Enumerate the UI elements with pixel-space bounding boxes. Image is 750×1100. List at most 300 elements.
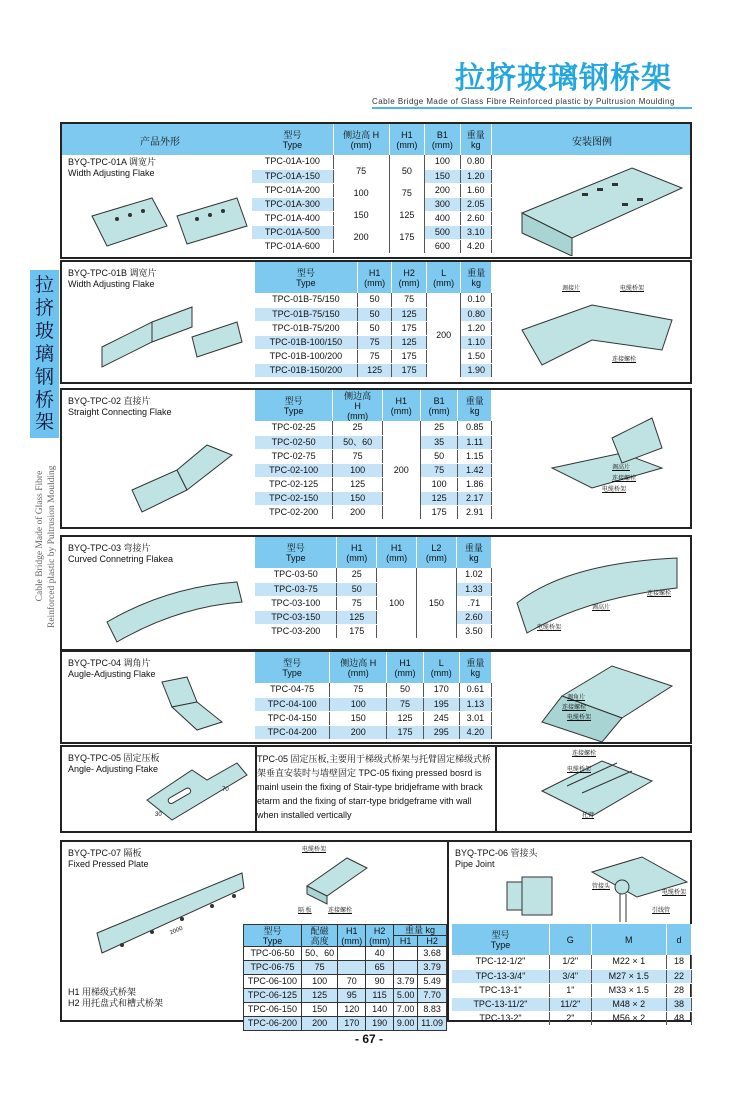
table-row [255,596,492,610]
table-cell: 125 [337,610,377,624]
section-tpc-01b [60,260,692,384]
table-cell: TPC-04-150 [255,711,330,725]
table-cell: 245 [423,711,459,725]
table-row [255,725,492,739]
column-header: L (mm) [423,652,459,683]
diagram-label: 连接螺栓 [328,908,353,914]
merged-value: 150 [353,209,369,220]
install-drawing [512,408,682,518]
diagram-label: 电缆桥架 [302,847,327,853]
table-cell: 65 [366,961,394,975]
title-underline [372,107,692,109]
table-cell: 7.00 [394,1003,418,1017]
table-cell: 150 [333,491,383,505]
table-cell [394,961,418,975]
table-row [255,293,492,307]
table-cell: 70 [338,975,366,989]
column-header: H2 [418,936,447,947]
column-header: 型号 Type [255,390,333,421]
table-cell: 25 [333,421,383,435]
table-cell: M56 × 2 [591,1011,666,1025]
column-header: G [549,924,591,955]
table-cell: 75 [387,697,423,711]
notes [68,987,163,1009]
side-char: 璃 [34,342,54,365]
section-tpc-07-06 [60,840,692,1028]
table-cell: 2.17 [458,491,492,505]
table-cell: TPC-04-100 [255,697,330,711]
table-cell: 7.70 [418,989,447,1003]
table-row [255,491,492,505]
diagram-label: 连接螺栓 [572,751,597,757]
table-cell: 28 [666,983,691,997]
table-row [255,610,492,624]
flake-drawing [142,672,252,742]
table-cell: 100 [425,155,460,169]
table-cell: 3.50 [456,624,491,638]
table-cell: TPC-01A-600 [252,239,333,253]
column-header: d [666,924,691,955]
column-header: H2 (mm) [392,262,427,293]
table-cell: TPC-01B-150/200 [255,363,357,377]
side-char: 架 [34,411,54,434]
install-drawing [512,280,682,375]
column-header: H1 (mm) [338,925,366,947]
table-cell: TPC-02-25 [255,421,333,435]
section-tpc-04 [60,650,692,744]
table-cell: 2.60 [456,610,491,624]
diagram-label: 调高片 [612,465,631,471]
table-cell [338,961,366,975]
table-cell: 3/4" [549,969,591,983]
table-cell: 5.00 [394,989,418,1003]
column-header: M [591,924,666,955]
page-title: 拉挤玻璃钢桥架 [455,61,672,96]
table-cell: 50、60 [301,947,337,961]
column-header: 侧边高 H (mm) [333,390,383,421]
page-number: - 67 - [355,1032,384,1046]
diagram-label: 电缆桥架 [620,286,645,292]
table-cell: TPC-12-1/2" [452,955,549,969]
column-header: H1 [394,936,418,947]
table-cell: 175 [392,349,427,363]
table-row [452,955,692,969]
merged-value: 50 [401,165,412,176]
table-cell: 175 [420,505,458,519]
table-cell: 1.11 [458,435,492,449]
merged-cell [426,293,461,377]
table-cell: 2.60 [460,211,491,225]
table-cell: TPC-01B-75/150 [255,307,357,321]
table-cell: 50 [357,307,392,321]
side-char: 挤 [34,297,54,320]
table-cell: 140 [366,1003,394,1017]
section-tpc-02 [60,388,692,529]
table-cell: 35 [420,435,458,449]
table-header-row [452,924,692,955]
table-header-row [252,124,492,155]
diagram-label: 管接头 [592,884,611,890]
table-cell: TPC-03-100 [255,596,337,610]
table-cell: TPC-01A-500 [252,225,333,239]
table-cell: 170 [338,1017,366,1031]
table-cell: 75 [301,961,337,975]
column-header: H1 (mm) [337,537,377,568]
diagram-label: 引线管 [652,908,671,914]
dim-label: 70 [222,787,229,793]
table-cell: TPC-02-125 [255,477,333,491]
table-cell: TPC-04-200 [255,725,330,739]
column-header: B1 (mm) [425,124,460,155]
column-header: 型号 Type [255,537,337,568]
table-header-row [244,925,447,936]
column-header: L (mm) [426,262,461,293]
pressed-plate-drawing [82,868,252,968]
table-row [244,947,447,961]
table-cell: 9.00 [394,1017,418,1031]
side-char: 钢 [34,365,54,388]
table-cell: TPC-13-3/4" [452,969,549,983]
column-header: 型号 Type [252,124,333,155]
table-cell: TPC-06-75 [244,961,302,975]
table-cell: 25 [420,421,458,435]
dim-label: 30 [155,812,162,818]
merged-value: 200 [393,464,409,475]
merged-value: 200 [353,231,369,242]
table-cell: 175 [392,363,427,377]
merged-cell [333,155,389,253]
table-cell: 1.60 [460,183,491,197]
table-cell: 75 [392,293,427,307]
column-header: H1 (mm) [357,262,392,293]
table-cell: TPC-01A-400 [252,211,333,225]
table-cell: 22 [666,969,691,983]
side-char: 拉 [34,274,54,297]
table-cell: TPC-03-150 [255,610,337,624]
product-label: BYQ-TPC-04 调角片 Augle-Adjusting Flake [68,658,156,679]
product-label: BYQ-TPC-03 弯接片 Curved Connetring Flakea [68,543,174,564]
table-cell: 115 [366,989,394,1003]
table-cell: 25 [337,568,377,582]
table-cell: 75 [357,335,392,349]
col-header-shape: 产品外形 [140,137,180,148]
table-header-row [255,652,492,683]
table-cell: 600 [425,239,460,253]
column-header: 重量 kg [459,652,491,683]
merged-value: 75 [356,165,367,176]
column-header-group: 重量 kg [394,925,447,936]
table-cell: 8.83 [418,1003,447,1017]
diagram-label: 调接片 [562,286,581,292]
spec-table [255,390,492,520]
table-cell: TPC-01A-200 [252,183,333,197]
table-cell: 3.10 [460,225,491,239]
table-cell: 100 [420,477,458,491]
table-row [452,983,692,997]
spec-table [252,124,492,254]
table-row [255,697,492,711]
side-char: 玻 [34,320,54,343]
table-cell: TPC-01B-75/200 [255,321,357,335]
table-cell: 150 [301,1003,337,1017]
table-cell: TPC-01B-100/200 [255,349,357,363]
flake-drawing [122,430,252,520]
column-header: H1 (mm) [377,537,417,568]
table-cell: TPC-01A-100 [252,155,333,169]
product-label: BYQ-TPC-01A 调宽片 Width Adjusting Flake [68,157,157,178]
table-cell: 1.90 [461,363,492,377]
table-cell: 1.13 [459,697,491,711]
table-cell: 0.85 [458,421,492,435]
table-cell: 295 [423,725,459,739]
column-header: H1 (mm) [387,652,423,683]
column-header: L2 (mm) [416,537,456,568]
product-description: TPC-05 固定压板,主要用于梯级式桥架与托臂固定梯级式桥架垂直安装时与墙壁固定 TPC-05 fixing pressed bosrd is mainl usein the fixing of Stair-type bridjeframe with brack etarm and the fixing of starr-type bridgeframe vith wall when installed vertically [257,754,492,820]
spec-table [243,924,447,1031]
table-header-row [255,262,492,293]
table-cell: 1.42 [458,463,492,477]
table-row [255,477,492,491]
table-cell: 0.61 [459,683,491,697]
table-cell: TPC-01B-75/150 [255,293,357,307]
column-header: 型号 Type [244,925,302,947]
table-row [255,683,492,697]
diagram-label: 调角片 [567,695,586,701]
table-cell: 400 [425,211,460,225]
column-header: 重量 kg [460,124,491,155]
divider [495,747,497,831]
table-row [255,711,492,725]
table-cell: 200 [330,725,387,739]
note: H2 用托盘式和槽式桥架 [68,998,164,1008]
dim-label: 2000 [169,925,184,937]
table-cell: 200 [333,505,383,519]
table-cell: 1" [549,983,591,997]
table-cell: 50、60 [333,435,383,449]
table-cell: TPC-02-50 [255,435,333,449]
table-cell: M33 × 1.5 [591,983,666,997]
merged-value: 125 [399,209,415,220]
table-cell: 175 [387,725,423,739]
table-cell: 125 [301,989,337,1003]
table-cell: 120 [338,1003,366,1017]
table-cell: 125 [392,335,427,349]
table-cell: 125 [357,363,392,377]
product-label: BYQ-TPC-02 直接片 Straight Connecting Flake [68,396,172,417]
table-cell: TPC-02-150 [255,491,333,505]
diagram-label: 电缆桥架 [567,767,592,773]
table-cell: 50 [337,582,377,596]
diagram-label: 隔 板 [298,908,312,914]
table-cell: 38 [666,997,691,1011]
pipe-joint-drawing [502,872,562,917]
table-cell: 75 [337,596,377,610]
table-cell: 4.20 [460,239,491,253]
table-cell: 1.15 [458,449,492,463]
table-cell: 100 [301,975,337,989]
divider [447,842,449,1020]
merged-cell [416,568,456,638]
table-cell: TPC-13-11/2" [452,997,549,1011]
page-subtitle: Cable Bridge Made of Glass Fibre Reinforced plastic by Pultrusion Moulding [372,97,675,106]
table-row [255,568,492,582]
table-cell: 200 [301,1017,337,1031]
column-header: 型号 Type [255,262,357,293]
table-cell: 48 [666,1011,691,1025]
diagram-label: 连接螺栓 [612,476,637,482]
table-cell: 3.79 [394,975,418,989]
table-cell: 0.80 [461,307,492,321]
diagram-label: 电缆桥架 [537,625,562,631]
table-cell: 3.79 [418,961,447,975]
column-header: 重量 kg [461,262,492,293]
table-cell: 0.80 [460,155,491,169]
table-cell: 0.10 [461,293,492,307]
table-cell: M48 × 2 [591,997,666,1011]
table-cell: 75 [420,463,458,477]
diagram-label: 托臂 [582,813,595,819]
side-tab [30,270,59,438]
table-cell: 1.02 [456,568,491,582]
merged-value: 100 [353,187,369,198]
table-cell: 175 [337,624,377,638]
merged-value: 200 [436,329,452,340]
table-cell: TPC-03-75 [255,582,337,596]
table-cell: TPC-06-125 [244,989,302,1003]
product-label: BYQ-TPC-07 隔板 Fixed Pressed Plate [68,848,149,869]
merged-value: 150 [428,597,444,608]
diagram-label: 连接螺栓 [612,357,637,363]
side-caption-line: Cable Bridge Made of Glass Fibre [35,470,45,602]
flake-drawing [97,567,257,647]
table-cell: M27 × 1.5 [591,969,666,983]
table-cell: 1.86 [458,477,492,491]
table-cell: 100 [333,463,383,477]
install-drawing [302,856,372,906]
table-cell: 150 [425,169,460,183]
spec-table [255,652,492,740]
table-row [452,997,692,1011]
table-cell: TPC-02-200 [255,505,333,519]
diagram-label: 连接螺栓 [562,705,587,711]
flake-drawing [72,186,252,256]
table-cell: 300 [425,197,460,211]
table-cell: 95 [338,989,366,1003]
column-header: H1 (mm) [382,390,420,421]
table-cell: 1.20 [461,321,492,335]
spec-table [255,262,492,378]
table-cell: TPC-04-75 [255,683,330,697]
table-cell: 125 [392,307,427,321]
table-cell: 50 [357,293,392,307]
table-cell: 3.68 [418,947,447,961]
table-row [255,421,492,435]
column-header: H2 (mm) [366,925,394,947]
product-label: BYQ-TPC-05 固定压板 Angle- Adjusting Ftake [68,753,160,774]
table-cell: 5.49 [418,975,447,989]
table-row [255,435,492,449]
table-row [244,975,447,989]
table-cell [394,947,418,961]
product-label: BYQ-TPC-06 管接头 Pipe Joint [455,848,538,869]
table-cell: TPC-06-150 [244,1003,302,1017]
section-tpc-01a [60,122,692,259]
side-char: 桥 [34,388,54,411]
table-row [452,1011,692,1025]
table-header-row [255,537,492,568]
merged-value: 75 [401,187,412,198]
spec-table [452,924,692,1026]
table-cell: TPC-06-200 [244,1017,302,1031]
table-cell: TPC-02-100 [255,463,333,477]
table-cell: 2.91 [458,505,492,519]
merged-cell [377,568,417,638]
table-row [244,1003,447,1017]
merged-value: 175 [399,231,415,242]
table-cell: TPC-01A-300 [252,197,333,211]
table-cell: 1.33 [456,582,491,596]
table-cell: 190 [366,1017,394,1031]
section-tpc-05 [60,745,692,833]
table-cell: TPC-06-100 [244,975,302,989]
table-cell: TPC-13-2" [452,1011,549,1025]
side-caption [34,444,58,628]
table-cell: 40 [366,947,394,961]
table-row [255,463,492,477]
table-cell: 195 [423,697,459,711]
table-cell: 2" [549,1011,591,1025]
table-cell: 3.01 [459,711,491,725]
table-cell: 4.20 [459,725,491,739]
column-header: 侧边高 H (mm) [330,652,387,683]
table-cell: 75 [330,683,387,697]
table-row [255,624,492,638]
table-cell: TPC-02-75 [255,449,333,463]
table-cell: 125 [420,491,458,505]
table-row [252,155,492,169]
install-drawing [502,158,690,256]
table-cell: .71 [456,596,491,610]
table-cell: 175 [392,321,427,335]
install-drawing [522,656,682,742]
product-label: BYQ-TPC-01B 调宽片 Width Adjusting Flake [68,268,157,289]
table-cell: TPC-01A-150 [252,169,333,183]
diagram-label: 电缆桥架 [602,487,627,493]
diagram-label: 调高片 [592,605,611,611]
diagram-label: 电缆桥架 [662,890,687,896]
side-caption-line: Reinforced plastic by Pultrusion Moulding [47,465,57,628]
table-cell: 170 [423,683,459,697]
col-header-install: 安装图例 [572,137,612,148]
table-cell: TPC-03-50 [255,568,337,582]
table-cell: 1.20 [460,169,491,183]
table-cell: 200 [425,183,460,197]
table-cell: TPC-13-1" [452,983,549,997]
table-cell: 500 [425,225,460,239]
spec-table [255,537,492,639]
column-header: 型号 Type [452,924,549,955]
table-cell: 1/2" [549,955,591,969]
column-header: 配磁 高度 [301,925,337,947]
table-row [244,1017,447,1031]
column-header: 型号 Type [255,652,330,683]
note: H1 用梯级式桥架 [68,987,137,997]
table-cell: 100 [330,697,387,711]
table-cell: 18 [666,955,691,969]
table-cell: M22 × 1 [591,955,666,969]
table-cell: 11.09 [418,1017,447,1031]
table-cell: TPC-01B-100/150 [255,335,357,349]
